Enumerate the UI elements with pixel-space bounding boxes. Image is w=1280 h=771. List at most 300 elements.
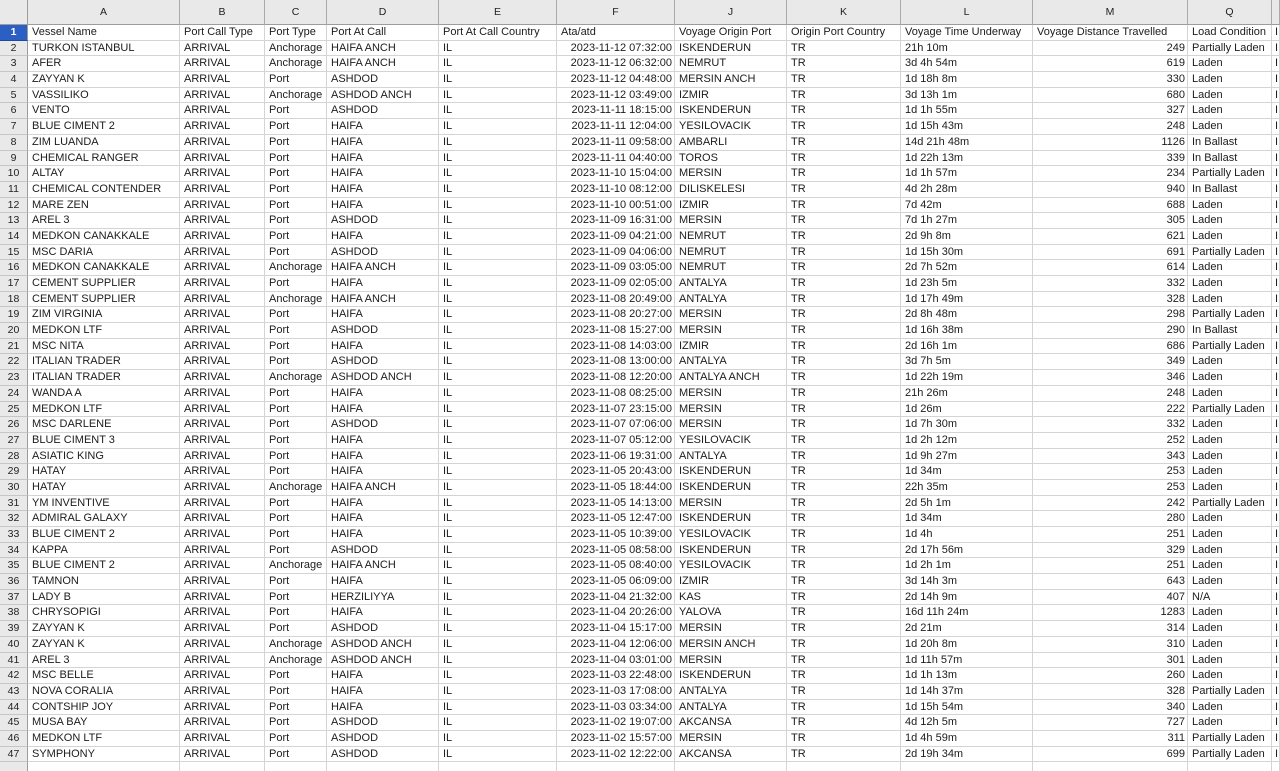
cell-J46[interactable]: MERSIN bbox=[675, 731, 787, 747]
row-number-partial[interactable] bbox=[0, 762, 28, 771]
cell-D21[interactable]: HAIFA bbox=[327, 339, 439, 355]
cell-M29[interactable]: 253 bbox=[1033, 464, 1188, 480]
cell-D14[interactable]: HAIFA bbox=[327, 229, 439, 245]
cell-D3[interactable]: HAIFA ANCH bbox=[327, 56, 439, 72]
cell-K15[interactable]: TR bbox=[787, 245, 901, 261]
cell-L41[interactable]: 1d 11h 57m bbox=[901, 653, 1033, 669]
cell-Q3[interactable]: Laden bbox=[1188, 56, 1272, 72]
cell-Jx[interactable] bbox=[675, 762, 787, 771]
cell-Q32[interactable]: Laden bbox=[1188, 511, 1272, 527]
clipped-next-column-cell[interactable]: I bbox=[1272, 637, 1280, 653]
cell-D32[interactable]: HAIFA bbox=[327, 511, 439, 527]
cell-K26[interactable]: TR bbox=[787, 417, 901, 433]
cell-E7[interactable]: IL bbox=[439, 119, 557, 135]
cell-L28[interactable]: 1d 9h 27m bbox=[901, 449, 1033, 465]
cell-M16[interactable]: 614 bbox=[1033, 260, 1188, 276]
cell-B40[interactable]: ARRIVAL bbox=[180, 637, 265, 653]
clipped-next-column-cell[interactable]: I bbox=[1272, 605, 1280, 621]
cell-Q40[interactable]: Laden bbox=[1188, 637, 1272, 653]
cell-E3[interactable]: IL bbox=[439, 56, 557, 72]
row-number-24[interactable]: 24 bbox=[0, 386, 28, 402]
column-header-K[interactable]: K bbox=[787, 0, 901, 25]
cell-D33[interactable]: HAIFA bbox=[327, 527, 439, 543]
row-number-42[interactable]: 42 bbox=[0, 668, 28, 684]
clipped-next-column-cell[interactable]: I bbox=[1272, 119, 1280, 135]
clipped-next-column-cell[interactable]: I bbox=[1272, 354, 1280, 370]
cell-D5[interactable]: ASHDOD ANCH bbox=[327, 88, 439, 104]
cell-M2[interactable]: 249 bbox=[1033, 41, 1188, 57]
row-number-5[interactable]: 5 bbox=[0, 88, 28, 104]
cell-A21[interactable]: MSC NITA bbox=[28, 339, 180, 355]
column-header-clipped[interactable] bbox=[1272, 0, 1280, 25]
column-header-M[interactable]: M bbox=[1033, 0, 1188, 25]
row-number-13[interactable]: 13 bbox=[0, 213, 28, 229]
cell-J31[interactable]: MERSIN bbox=[675, 496, 787, 512]
cell-K16[interactable]: TR bbox=[787, 260, 901, 276]
clipped-next-column-cell[interactable]: I bbox=[1272, 527, 1280, 543]
cell-C31[interactable]: Port bbox=[265, 496, 327, 512]
cell-F23[interactable]: 2023-11-08 12:20:00 bbox=[557, 370, 675, 386]
cell-K46[interactable]: TR bbox=[787, 731, 901, 747]
cell-Q24[interactable]: Laden bbox=[1188, 386, 1272, 402]
cell-L10[interactable]: 1d 1h 57m bbox=[901, 166, 1033, 182]
cell-E22[interactable]: IL bbox=[439, 354, 557, 370]
cell-D25[interactable]: HAIFA bbox=[327, 402, 439, 418]
row-number-16[interactable]: 16 bbox=[0, 260, 28, 276]
cell-E37[interactable]: IL bbox=[439, 590, 557, 606]
cell-K45[interactable]: TR bbox=[787, 715, 901, 731]
cell-M33[interactable]: 251 bbox=[1033, 527, 1188, 543]
cell-B12[interactable]: ARRIVAL bbox=[180, 198, 265, 214]
cell-K18[interactable]: TR bbox=[787, 292, 901, 308]
row-number-14[interactable]: 14 bbox=[0, 229, 28, 245]
cell-K11[interactable]: TR bbox=[787, 182, 901, 198]
cell-E9[interactable]: IL bbox=[439, 151, 557, 167]
cell-A27[interactable]: BLUE CIMENT 3 bbox=[28, 433, 180, 449]
row-number-28[interactable]: 28 bbox=[0, 449, 28, 465]
clipped-next-column-cell[interactable]: I bbox=[1272, 653, 1280, 669]
cell-L16[interactable]: 2d 7h 52m bbox=[901, 260, 1033, 276]
cell-Bx[interactable] bbox=[180, 762, 265, 771]
cell-C14[interactable]: Port bbox=[265, 229, 327, 245]
row-number-4[interactable]: 4 bbox=[0, 72, 28, 88]
cell-C13[interactable]: Port bbox=[265, 213, 327, 229]
cell-C3[interactable]: Anchorage bbox=[265, 56, 327, 72]
cell-K33[interactable]: TR bbox=[787, 527, 901, 543]
cell-D31[interactable]: HAIFA bbox=[327, 496, 439, 512]
cell-F3[interactable]: 2023-11-12 06:32:00 bbox=[557, 56, 675, 72]
cell-B2[interactable]: ARRIVAL bbox=[180, 41, 265, 57]
row-number-20[interactable]: 20 bbox=[0, 323, 28, 339]
row-number-2[interactable]: 2 bbox=[0, 41, 28, 57]
cell-K30[interactable]: TR bbox=[787, 480, 901, 496]
cell-Q47[interactable]: Partially Laden bbox=[1188, 747, 1272, 763]
cell-J16[interactable]: NEMRUT bbox=[675, 260, 787, 276]
cell-D43[interactable]: HAIFA bbox=[327, 684, 439, 700]
clipped-next-column-cell[interactable]: I bbox=[1272, 229, 1280, 245]
cell-M23[interactable]: 346 bbox=[1033, 370, 1188, 386]
cell-L4[interactable]: 1d 18h 8m bbox=[901, 72, 1033, 88]
cell-L9[interactable]: 1d 22h 13m bbox=[901, 151, 1033, 167]
clipped-next-column-cell[interactable]: I bbox=[1272, 25, 1280, 41]
cell-C45[interactable]: Port bbox=[265, 715, 327, 731]
clipped-next-column-cell[interactable]: I bbox=[1272, 715, 1280, 731]
cell-B24[interactable]: ARRIVAL bbox=[180, 386, 265, 402]
cell-A31[interactable]: YM INVENTIVE bbox=[28, 496, 180, 512]
clipped-next-column-cell[interactable]: I bbox=[1272, 668, 1280, 684]
cell-J17[interactable]: ANTALYA bbox=[675, 276, 787, 292]
cell-A14[interactable]: MEDKON CANAKKALE bbox=[28, 229, 180, 245]
cell-Q43[interactable]: Partially Laden bbox=[1188, 684, 1272, 700]
cell-F5[interactable]: 2023-11-12 03:49:00 bbox=[557, 88, 675, 104]
cell-A43[interactable]: NOVA CORALIA bbox=[28, 684, 180, 700]
cell-D45[interactable]: ASHDOD bbox=[327, 715, 439, 731]
clipped-next-column-cell[interactable]: I bbox=[1272, 511, 1280, 527]
cell-K42[interactable]: TR bbox=[787, 668, 901, 684]
cell-F13[interactable]: 2023-11-09 16:31:00 bbox=[557, 213, 675, 229]
cell-L20[interactable]: 1d 16h 38m bbox=[901, 323, 1033, 339]
cell-C34[interactable]: Port bbox=[265, 543, 327, 559]
cell-C11[interactable]: Port bbox=[265, 182, 327, 198]
cell-J32[interactable]: ISKENDERUN bbox=[675, 511, 787, 527]
cell-K38[interactable]: TR bbox=[787, 605, 901, 621]
cell-K40[interactable]: TR bbox=[787, 637, 901, 653]
cell-B22[interactable]: ARRIVAL bbox=[180, 354, 265, 370]
cell-A18[interactable]: CEMENT SUPPLIER bbox=[28, 292, 180, 308]
cell-F24[interactable]: 2023-11-08 08:25:00 bbox=[557, 386, 675, 402]
row-number-38[interactable]: 38 bbox=[0, 605, 28, 621]
clipped-next-column-cell[interactable]: I bbox=[1272, 402, 1280, 418]
cell-A42[interactable]: MSC BELLE bbox=[28, 668, 180, 684]
cell-L29[interactable]: 1d 34m bbox=[901, 464, 1033, 480]
clipped-next-column-cell[interactable]: I bbox=[1272, 166, 1280, 182]
cell-A7[interactable]: BLUE CIMENT 2 bbox=[28, 119, 180, 135]
cell-E8[interactable]: IL bbox=[439, 135, 557, 151]
cell-A1[interactable]: Vessel Name bbox=[28, 25, 180, 41]
cell-F38[interactable]: 2023-11-04 20:26:00 bbox=[557, 605, 675, 621]
cell-K32[interactable]: TR bbox=[787, 511, 901, 527]
cell-C16[interactable]: Anchorage bbox=[265, 260, 327, 276]
cell-J40[interactable]: MERSIN ANCH bbox=[675, 637, 787, 653]
row-number-34[interactable]: 34 bbox=[0, 543, 28, 559]
clipped-next-column-cell[interactable]: I bbox=[1272, 151, 1280, 167]
cell-J19[interactable]: MERSIN bbox=[675, 307, 787, 323]
cell-E21[interactable]: IL bbox=[439, 339, 557, 355]
cell-A22[interactable]: ITALIAN TRADER bbox=[28, 354, 180, 370]
cell-Q2[interactable]: Partially Laden bbox=[1188, 41, 1272, 57]
cell-K43[interactable]: TR bbox=[787, 684, 901, 700]
cell-C22[interactable]: Port bbox=[265, 354, 327, 370]
cell-M7[interactable]: 248 bbox=[1033, 119, 1188, 135]
cell-F12[interactable]: 2023-11-10 00:51:00 bbox=[557, 198, 675, 214]
cell-F28[interactable]: 2023-11-06 19:31:00 bbox=[557, 449, 675, 465]
cell-M22[interactable]: 349 bbox=[1033, 354, 1188, 370]
cell-K34[interactable]: TR bbox=[787, 543, 901, 559]
cell-F31[interactable]: 2023-11-05 14:13:00 bbox=[557, 496, 675, 512]
cell-D22[interactable]: ASHDOD bbox=[327, 354, 439, 370]
cell-F15[interactable]: 2023-11-09 04:06:00 bbox=[557, 245, 675, 261]
cell-L40[interactable]: 1d 20h 8m bbox=[901, 637, 1033, 653]
cell-J39[interactable]: MERSIN bbox=[675, 621, 787, 637]
cell-K8[interactable]: TR bbox=[787, 135, 901, 151]
cell-B43[interactable]: ARRIVAL bbox=[180, 684, 265, 700]
cell-F44[interactable]: 2023-11-03 03:34:00 bbox=[557, 700, 675, 716]
cell-J45[interactable]: AKCANSA bbox=[675, 715, 787, 731]
cell-J30[interactable]: ISKENDERUN bbox=[675, 480, 787, 496]
cell-E43[interactable]: IL bbox=[439, 684, 557, 700]
row-number-40[interactable]: 40 bbox=[0, 637, 28, 653]
cell-L21[interactable]: 2d 16h 1m bbox=[901, 339, 1033, 355]
cell-E19[interactable]: IL bbox=[439, 307, 557, 323]
cell-B17[interactable]: ARRIVAL bbox=[180, 276, 265, 292]
cell-E46[interactable]: IL bbox=[439, 731, 557, 747]
cell-L37[interactable]: 2d 14h 9m bbox=[901, 590, 1033, 606]
cell-A35[interactable]: BLUE CIMENT 2 bbox=[28, 558, 180, 574]
cell-Q33[interactable]: Laden bbox=[1188, 527, 1272, 543]
cell-E10[interactable]: IL bbox=[439, 166, 557, 182]
cell-F14[interactable]: 2023-11-09 04:21:00 bbox=[557, 229, 675, 245]
cell-K25[interactable]: TR bbox=[787, 402, 901, 418]
cell-Q22[interactable]: Laden bbox=[1188, 354, 1272, 370]
cell-E35[interactable]: IL bbox=[439, 558, 557, 574]
cell-A34[interactable]: KAPPA bbox=[28, 543, 180, 559]
cell-M43[interactable]: 328 bbox=[1033, 684, 1188, 700]
column-header-A[interactable]: A bbox=[28, 0, 180, 25]
cell-B45[interactable]: ARRIVAL bbox=[180, 715, 265, 731]
cell-E12[interactable]: IL bbox=[439, 198, 557, 214]
cell-A8[interactable]: ZIM LUANDA bbox=[28, 135, 180, 151]
cell-C42[interactable]: Port bbox=[265, 668, 327, 684]
row-number-15[interactable]: 15 bbox=[0, 245, 28, 261]
cell-L24[interactable]: 21h 26m bbox=[901, 386, 1033, 402]
cell-F26[interactable]: 2023-11-07 07:06:00 bbox=[557, 417, 675, 433]
cell-C36[interactable]: Port bbox=[265, 574, 327, 590]
row-number-27[interactable]: 27 bbox=[0, 433, 28, 449]
row-number-8[interactable]: 8 bbox=[0, 135, 28, 151]
cell-F10[interactable]: 2023-11-10 15:04:00 bbox=[557, 166, 675, 182]
cell-F47[interactable]: 2023-11-02 12:22:00 bbox=[557, 747, 675, 763]
cell-Q26[interactable]: Laden bbox=[1188, 417, 1272, 433]
cell-J37[interactable]: KAS bbox=[675, 590, 787, 606]
clipped-next-column-cell[interactable]: I bbox=[1272, 213, 1280, 229]
cell-E1[interactable]: Port At Call Country bbox=[439, 25, 557, 41]
cell-M37[interactable]: 407 bbox=[1033, 590, 1188, 606]
cell-B4[interactable]: ARRIVAL bbox=[180, 72, 265, 88]
cell-Q29[interactable]: Laden bbox=[1188, 464, 1272, 480]
cell-C12[interactable]: Port bbox=[265, 198, 327, 214]
cell-A24[interactable]: WANDA A bbox=[28, 386, 180, 402]
cell-M11[interactable]: 940 bbox=[1033, 182, 1188, 198]
cell-M6[interactable]: 327 bbox=[1033, 103, 1188, 119]
cell-E14[interactable]: IL bbox=[439, 229, 557, 245]
cell-C8[interactable]: Port bbox=[265, 135, 327, 151]
clipped-next-column-cell[interactable]: I bbox=[1272, 464, 1280, 480]
clipped-next-column-cell[interactable]: I bbox=[1272, 731, 1280, 747]
cell-E18[interactable]: IL bbox=[439, 292, 557, 308]
cell-F6[interactable]: 2023-11-11 18:15:00 bbox=[557, 103, 675, 119]
cell-J21[interactable]: IZMIR bbox=[675, 339, 787, 355]
row-number-19[interactable]: 19 bbox=[0, 307, 28, 323]
cell-A6[interactable]: VENTO bbox=[28, 103, 180, 119]
cell-J1[interactable]: Voyage Origin Port bbox=[675, 25, 787, 41]
cell-C39[interactable]: Port bbox=[265, 621, 327, 637]
cell-E23[interactable]: IL bbox=[439, 370, 557, 386]
row-number-37[interactable]: 37 bbox=[0, 590, 28, 606]
cell-M34[interactable]: 329 bbox=[1033, 543, 1188, 559]
cell-C43[interactable]: Port bbox=[265, 684, 327, 700]
cell-F2[interactable]: 2023-11-12 07:32:00 bbox=[557, 41, 675, 57]
cell-M8[interactable]: 1126 bbox=[1033, 135, 1188, 151]
clipped-next-column-cell[interactable]: I bbox=[1272, 370, 1280, 386]
cell-F27[interactable]: 2023-11-07 05:12:00 bbox=[557, 433, 675, 449]
clipped-next-column-cell[interactable]: I bbox=[1272, 684, 1280, 700]
cell-B36[interactable]: ARRIVAL bbox=[180, 574, 265, 590]
cell-F36[interactable]: 2023-11-05 06:09:00 bbox=[557, 574, 675, 590]
cell-K19[interactable]: TR bbox=[787, 307, 901, 323]
cell-D42[interactable]: HAIFA bbox=[327, 668, 439, 684]
cell-D11[interactable]: HAIFA bbox=[327, 182, 439, 198]
cell-Q17[interactable]: Laden bbox=[1188, 276, 1272, 292]
cell-B21[interactable]: ARRIVAL bbox=[180, 339, 265, 355]
cell-D30[interactable]: HAIFA ANCH bbox=[327, 480, 439, 496]
cell-K21[interactable]: TR bbox=[787, 339, 901, 355]
cell-Q8[interactable]: In Ballast bbox=[1188, 135, 1272, 151]
clipped-next-column-cell[interactable]: I bbox=[1272, 198, 1280, 214]
cell-J26[interactable]: MERSIN bbox=[675, 417, 787, 433]
cell-Q20[interactable]: In Ballast bbox=[1188, 323, 1272, 339]
clipped-next-column-cell[interactable]: I bbox=[1272, 621, 1280, 637]
cell-D12[interactable]: HAIFA bbox=[327, 198, 439, 214]
cell-L13[interactable]: 7d 1h 27m bbox=[901, 213, 1033, 229]
cell-B27[interactable]: ARRIVAL bbox=[180, 433, 265, 449]
cell-Q42[interactable]: Laden bbox=[1188, 668, 1272, 684]
cell-B6[interactable]: ARRIVAL bbox=[180, 103, 265, 119]
cell-B8[interactable]: ARRIVAL bbox=[180, 135, 265, 151]
cell-F7[interactable]: 2023-11-11 12:04:00 bbox=[557, 119, 675, 135]
cell-J38[interactable]: YALOVA bbox=[675, 605, 787, 621]
cell-Q4[interactable]: Laden bbox=[1188, 72, 1272, 88]
cell-A32[interactable]: ADMIRAL GALAXY bbox=[28, 511, 180, 527]
cell-M28[interactable]: 343 bbox=[1033, 449, 1188, 465]
cell-A30[interactable]: HATAY bbox=[28, 480, 180, 496]
cell-D1[interactable]: Port At Call bbox=[327, 25, 439, 41]
cell-B1[interactable]: Port Call Type bbox=[180, 25, 265, 41]
cell-E16[interactable]: IL bbox=[439, 260, 557, 276]
cell-K27[interactable]: TR bbox=[787, 433, 901, 449]
cell-B25[interactable]: ARRIVAL bbox=[180, 402, 265, 418]
row-number-47[interactable]: 47 bbox=[0, 747, 28, 763]
cell-F25[interactable]: 2023-11-07 23:15:00 bbox=[557, 402, 675, 418]
cell-C33[interactable]: Port bbox=[265, 527, 327, 543]
cell-F4[interactable]: 2023-11-12 04:48:00 bbox=[557, 72, 675, 88]
cell-C32[interactable]: Port bbox=[265, 511, 327, 527]
cell-F34[interactable]: 2023-11-05 08:58:00 bbox=[557, 543, 675, 559]
cell-A38[interactable]: CHRYSOPIGI bbox=[28, 605, 180, 621]
cell-J43[interactable]: ANTALYA bbox=[675, 684, 787, 700]
cell-K37[interactable]: TR bbox=[787, 590, 901, 606]
cell-E31[interactable]: IL bbox=[439, 496, 557, 512]
cell-K13[interactable]: TR bbox=[787, 213, 901, 229]
cell-C7[interactable]: Port bbox=[265, 119, 327, 135]
cell-E34[interactable]: IL bbox=[439, 543, 557, 559]
cell-C23[interactable]: Anchorage bbox=[265, 370, 327, 386]
cell-A41[interactable]: AREL 3 bbox=[28, 653, 180, 669]
cell-Q14[interactable]: Laden bbox=[1188, 229, 1272, 245]
cell-F42[interactable]: 2023-11-03 22:48:00 bbox=[557, 668, 675, 684]
cell-D18[interactable]: HAIFA ANCH bbox=[327, 292, 439, 308]
row-number-43[interactable]: 43 bbox=[0, 684, 28, 700]
cell-D19[interactable]: HAIFA bbox=[327, 307, 439, 323]
cell-J36[interactable]: IZMIR bbox=[675, 574, 787, 590]
cell-C25[interactable]: Port bbox=[265, 402, 327, 418]
cell-A20[interactable]: MEDKON LTF bbox=[28, 323, 180, 339]
cell-B42[interactable]: ARRIVAL bbox=[180, 668, 265, 684]
cell-L31[interactable]: 2d 5h 1m bbox=[901, 496, 1033, 512]
cell-Q36[interactable]: Laden bbox=[1188, 574, 1272, 590]
cell-D38[interactable]: HAIFA bbox=[327, 605, 439, 621]
cell-C28[interactable]: Port bbox=[265, 449, 327, 465]
cell-B26[interactable]: ARRIVAL bbox=[180, 417, 265, 433]
cell-K20[interactable]: TR bbox=[787, 323, 901, 339]
cell-F39[interactable]: 2023-11-04 15:17:00 bbox=[557, 621, 675, 637]
cell-B37[interactable]: ARRIVAL bbox=[180, 590, 265, 606]
cell-D34[interactable]: ASHDOD bbox=[327, 543, 439, 559]
cell-C4[interactable]: Port bbox=[265, 72, 327, 88]
cell-B10[interactable]: ARRIVAL bbox=[180, 166, 265, 182]
cell-B44[interactable]: ARRIVAL bbox=[180, 700, 265, 716]
cell-Q11[interactable]: In Ballast bbox=[1188, 182, 1272, 198]
cell-A29[interactable]: HATAY bbox=[28, 464, 180, 480]
cell-C24[interactable]: Port bbox=[265, 386, 327, 402]
cell-B7[interactable]: ARRIVAL bbox=[180, 119, 265, 135]
cell-Q41[interactable]: Laden bbox=[1188, 653, 1272, 669]
cell-A4[interactable]: ZAYYAN K bbox=[28, 72, 180, 88]
column-header-E[interactable]: E bbox=[439, 0, 557, 25]
cell-Q39[interactable]: Laden bbox=[1188, 621, 1272, 637]
cell-J24[interactable]: MERSIN bbox=[675, 386, 787, 402]
cell-F18[interactable]: 2023-11-08 20:49:00 bbox=[557, 292, 675, 308]
column-header-L[interactable]: L bbox=[901, 0, 1033, 25]
cell-C19[interactable]: Port bbox=[265, 307, 327, 323]
cell-M38[interactable]: 1283 bbox=[1033, 605, 1188, 621]
clipped-next-column-cell[interactable]: I bbox=[1272, 245, 1280, 261]
cell-Ax[interactable] bbox=[28, 762, 180, 771]
cell-J12[interactable]: IZMIR bbox=[675, 198, 787, 214]
cell-F37[interactable]: 2023-11-04 21:32:00 bbox=[557, 590, 675, 606]
cell-D35[interactable]: HAIFA ANCH bbox=[327, 558, 439, 574]
cell-K9[interactable]: TR bbox=[787, 151, 901, 167]
cell-K7[interactable]: TR bbox=[787, 119, 901, 135]
cell-E26[interactable]: IL bbox=[439, 417, 557, 433]
cell-L12[interactable]: 7d 42m bbox=[901, 198, 1033, 214]
cell-L3[interactable]: 3d 4h 54m bbox=[901, 56, 1033, 72]
row-number-6[interactable]: 6 bbox=[0, 103, 28, 119]
cell-A9[interactable]: CHEMICAL RANGER bbox=[28, 151, 180, 167]
cell-J9[interactable]: TOROS bbox=[675, 151, 787, 167]
cell-L19[interactable]: 2d 8h 48m bbox=[901, 307, 1033, 323]
cell-J34[interactable]: ISKENDERUN bbox=[675, 543, 787, 559]
cell-B31[interactable]: ARRIVAL bbox=[180, 496, 265, 512]
column-header-B[interactable]: B bbox=[180, 0, 265, 25]
cell-B5[interactable]: ARRIVAL bbox=[180, 88, 265, 104]
cell-C37[interactable]: Port bbox=[265, 590, 327, 606]
cell-F20[interactable]: 2023-11-08 15:27:00 bbox=[557, 323, 675, 339]
cell-A10[interactable]: ALTAY bbox=[28, 166, 180, 182]
cell-L32[interactable]: 1d 34m bbox=[901, 511, 1033, 527]
cell-E45[interactable]: IL bbox=[439, 715, 557, 731]
cell-J5[interactable]: IZMIR bbox=[675, 88, 787, 104]
cell-E44[interactable]: IL bbox=[439, 700, 557, 716]
